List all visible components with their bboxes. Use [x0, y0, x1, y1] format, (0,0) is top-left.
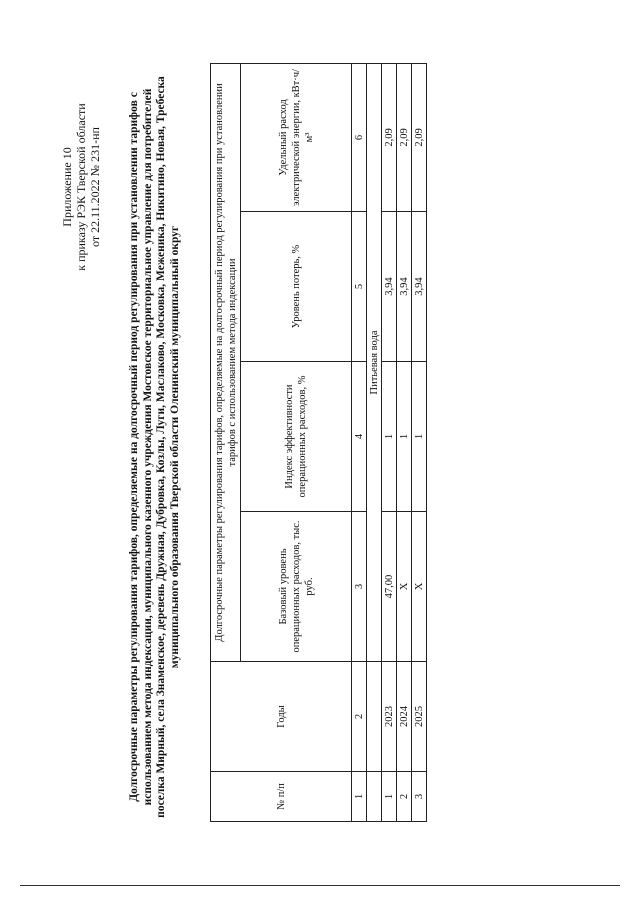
- row-base: X: [412, 512, 427, 662]
- row-loss: 3,94: [412, 212, 427, 362]
- row-index: 1: [412, 362, 427, 512]
- header-years: Годы: [211, 662, 352, 772]
- column-number: 3: [352, 512, 367, 662]
- header-group: Долгосрочные параметры регулирования тарифов, определяемые на долгосрочный период регулирования при установлении тарифов с использованием метода индексации: [211, 63, 241, 661]
- appendix-line1: Приложение 10: [60, 147, 74, 227]
- section-label: Питьевая вода: [367, 63, 382, 661]
- appendix-block: [60, 77, 102, 297]
- column-number: 6: [352, 63, 367, 211]
- header-base-level: Базовый уровень операционных расходов, тыс. руб.: [241, 512, 352, 662]
- table-row: [397, 63, 412, 821]
- row-year: 2023: [382, 662, 397, 772]
- table-row: [412, 63, 427, 821]
- header-num: № п/п: [211, 772, 352, 822]
- row-index: 1: [397, 362, 412, 512]
- row-loss: 3,94: [397, 212, 412, 362]
- document-title: Долгосрочные параметры регулирования тарифов, определяемые на долгосрочный период регулирования при установлении тарифов с использованием метода индексации, муниципального казенного учреждения Мостовское территориальное управление для потребителей поселка Мирный, села Знаменское, деревень Дружная, Дубровка, Козлы, Луги, Маслаково, Московка, Меженика, Никитино, Новая, Требеска муниципального образования Тверской области Оленинский муниципальный округ: [128, 76, 181, 818]
- row-index: 1: [382, 362, 397, 512]
- row-number: 1: [382, 772, 397, 822]
- header-energy-consumption: Удельный расход электрической энергии, кВт·ч/м³: [241, 63, 352, 211]
- column-number: 5: [352, 212, 367, 362]
- row-energy: 2,09: [397, 63, 412, 211]
- column-numbers-row: [352, 63, 367, 821]
- parameters-table: [210, 63, 427, 822]
- row-energy: 2,09: [412, 63, 427, 211]
- scan-edge-line: [20, 885, 620, 886]
- row-number: 3: [412, 772, 427, 822]
- row-year: 2025: [412, 662, 427, 772]
- row-number: 2: [397, 772, 412, 822]
- header-loss-level: Уровень потерь, %: [241, 212, 352, 362]
- row-base: 47,00: [382, 512, 397, 662]
- header-efficiency-index: Индекс эффективности операционных расходов, %: [241, 362, 352, 512]
- column-number: 1: [352, 772, 367, 822]
- appendix-line3: от 22.11.2022 № 231-нп: [88, 127, 102, 247]
- row-loss: 3,94: [382, 212, 397, 362]
- row-energy: 2,09: [382, 63, 397, 211]
- row-base: X: [397, 512, 412, 662]
- column-number: 4: [352, 362, 367, 512]
- section-row: [367, 63, 382, 821]
- appendix-line2: к приказу РЭК Тверской области: [74, 103, 88, 271]
- row-year: 2024: [397, 662, 412, 772]
- column-number: 2: [352, 662, 367, 772]
- table-row: [382, 63, 397, 821]
